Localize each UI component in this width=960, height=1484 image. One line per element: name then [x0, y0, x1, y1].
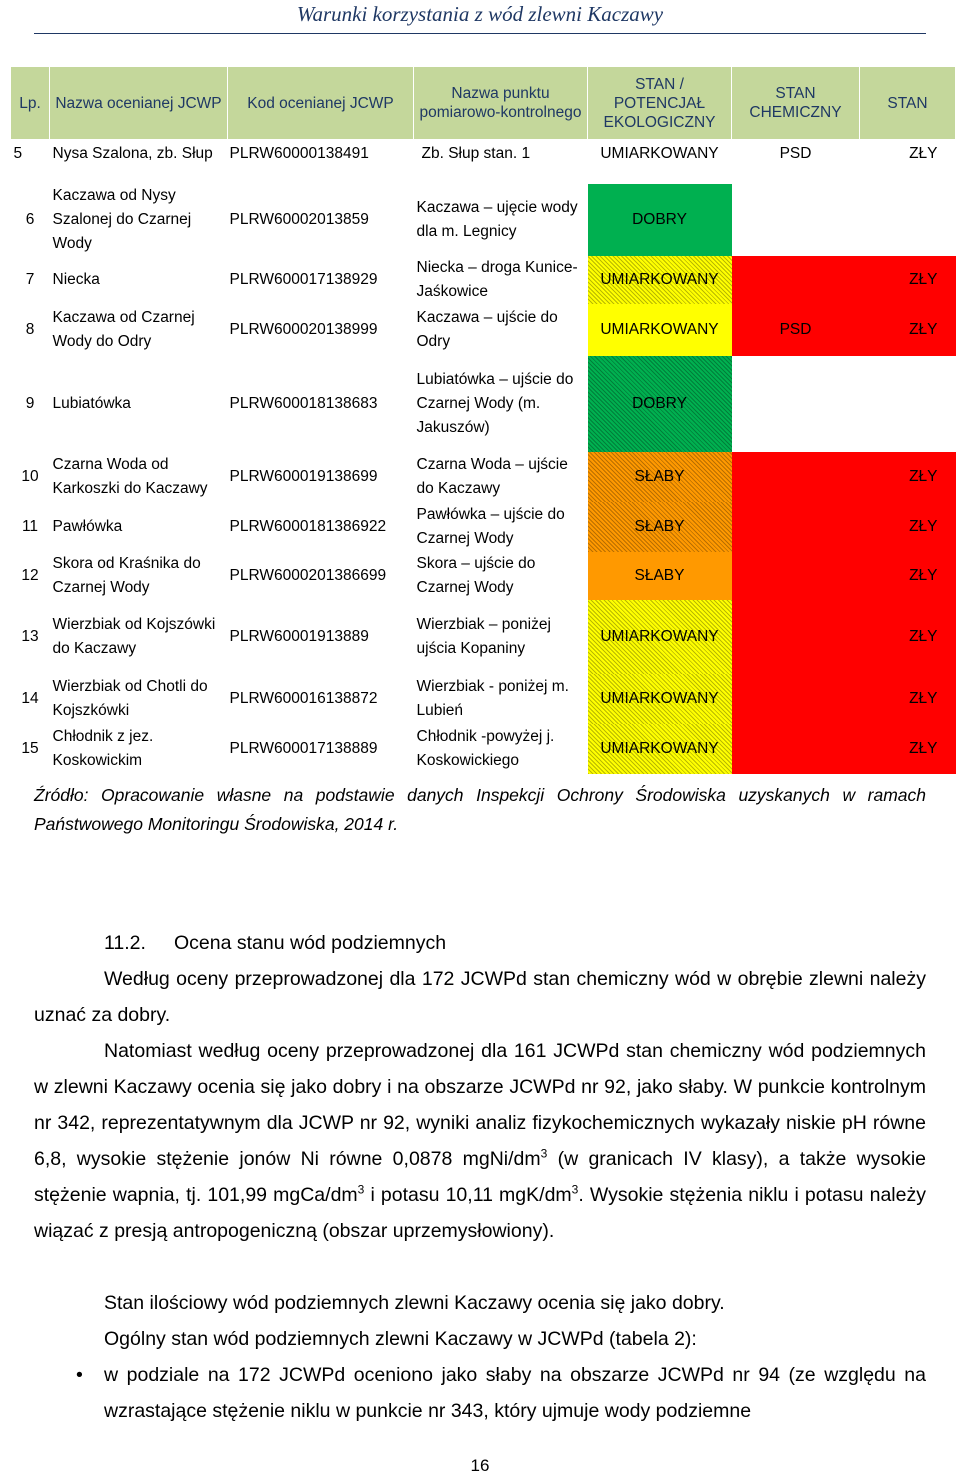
row-name: Chłodnik z jez. Koskowickim [52, 728, 154, 769]
row-name: Kaczawa od Czarnej Wody do Odry [52, 309, 195, 350]
row-lp: 12 [21, 567, 39, 584]
row-eco-status: UMIARKOWANY [588, 674, 732, 724]
row-overall-status: ZŁY [860, 674, 956, 724]
row-chem-status: PSD [732, 140, 860, 169]
row-code: PLRW600019138699 [229, 468, 378, 485]
row-point: Niecka – droga Kunice-Jaśkowice [416, 259, 578, 300]
header-rule [34, 33, 926, 34]
row-eco-status: UMIARKOWANY [588, 600, 732, 674]
paragraph-2-part-d: . Wysokie stężenia niklu i potasu należy wiązać z presją antropogeniczną (obszar uprzemysłowiony). [34, 1184, 926, 1242]
row-eco-status: SŁABY [588, 452, 732, 502]
paragraph-1: Według oceny przeprowadzonej dla 172 JCWPd stan chemiczny wód w obrębie zlewni należy uznać za dobry. [34, 968, 926, 1026]
page-number: 16 [470, 1456, 490, 1475]
row-code: PLRW60000138491 [228, 140, 414, 169]
row-point: Chłodnik -powyżej j. Koskowickiego [416, 728, 555, 769]
row-name: Kaczawa od Nysy Szalonej do Czarnej Wody [52, 187, 192, 252]
row-code: PLRW600018138683 [229, 395, 378, 412]
row-name: Skora od Kraśnika do Czarnej Wody [52, 555, 201, 596]
row-name: Nysa Szalona, zb. Słup [50, 140, 228, 169]
table-row [11, 502, 956, 552]
row-chem-status [732, 356, 860, 452]
table-row [11, 724, 956, 774]
row-lp: 8 [25, 321, 35, 338]
table-row [11, 140, 956, 169]
row-overall-status: ZŁY [860, 724, 956, 774]
row-point: Zb. Słup stan. 1 [414, 140, 588, 169]
table-row [11, 184, 956, 256]
row-overall-status: ZŁY [860, 452, 956, 502]
row-code: PLRW600016138872 [229, 690, 378, 707]
paragraph-2-part-b: (w granicach IV klasy), a także wysokie stężenie wapnia, tj. 101,99 mgCa/dm [34, 1148, 926, 1206]
table-source-note: Źródło: Opracowanie własne na podstawie danych Inspekcji Ochrony Środowiska uzyskanych w ramach Państwowego Monitoringu Środowiska, 2014 r. [34, 785, 926, 834]
row-point: Kaczawa – ujście do Odry [416, 309, 558, 350]
paragraph-2 [34, 1033, 926, 1249]
header-eco: STAN / POTENCJAŁ EKOLOGICZNY [588, 67, 732, 140]
row-eco-status: UMIARKOWANY [588, 304, 732, 356]
section-heading [104, 925, 446, 961]
section-number: 11.2. [104, 932, 146, 954]
row-name: Pawłówka [52, 518, 123, 535]
row-overall-status: ZŁY [860, 552, 956, 600]
row-eco-status: SŁABY [588, 502, 732, 552]
row-name: Wierzbiak od Chotli do Kojszkówki [52, 678, 208, 719]
row-eco-status: DOBRY [588, 356, 732, 452]
table-header-row [11, 67, 956, 140]
paragraph-2-part-a: Natomiast według oceny przeprowadzonej dla 161 JCWPd stan chemiczny wód podziemnych w zlewni Kaczawy ocenia się jako dobry i na obszarze JCWPd nr 92, jako słaby. W punkcie kontrolnym nr 342, reprezentatywnym dla JCWP nr 92, wyniki analiz fizykochemicznych wykazały niskie pH równe 6,8, wysokie stężenie jonów Ni równe 0,0878 mgNi/dm [34, 1040, 926, 1170]
row-lp: 9 [25, 395, 35, 412]
row-point: Skora – ujście do Czarnej Wody [416, 555, 536, 596]
row-chem-status [732, 552, 860, 600]
section-title: Ocena stanu wód podziemnych [174, 932, 447, 954]
row-eco-status: SŁABY [588, 552, 732, 600]
row-lp: 13 [21, 628, 39, 645]
row-lp: 7 [25, 271, 35, 288]
row-eco-status: DOBRY [588, 184, 732, 256]
row-overall-status: ZŁY [860, 600, 956, 674]
header-chem: STAN CHEMICZNY [732, 67, 860, 140]
row-code: PLRW60002013859 [229, 211, 369, 228]
table-row [11, 452, 956, 502]
table-row [11, 674, 956, 724]
row-lp: 14 [21, 690, 39, 707]
table-row [11, 356, 956, 452]
water-status-table [10, 66, 956, 774]
table-row [11, 304, 956, 356]
row-chem-status [732, 184, 860, 256]
bullet-item: w podziale na 172 JCWPd oceniono jako słaby na obszarze JCWPd nr 94 (ze względu na wzrastające stężenie niklu w punkcie nr 343, który ujmuje wody podziemne [104, 1364, 926, 1422]
paragraph-4: Ogólny stan wód podziemnych zlewni Kaczawy w JCWPd (tabela 2): [104, 1328, 697, 1350]
row-point: Pawłówka – ujście do Czarnej Wody [416, 506, 565, 547]
row-code: PLRW600020138999 [229, 321, 378, 338]
superscript: 3 [357, 1182, 365, 1197]
header-point: Nazwa punktu pomiarowo-kontrolnego [414, 67, 588, 140]
row-name: Lubiatówka [52, 395, 131, 412]
paragraph-3: Stan ilościowy wód podziemnych zlewni Kaczawy ocenia się jako dobry. [104, 1292, 725, 1314]
row-code: PLRW60001913889 [229, 628, 369, 645]
row-point: Wierzbiak - poniżej m. Lubień [416, 678, 569, 719]
table-row [11, 600, 956, 674]
row-name: Wierzbiak od Kojszówki do Kaczawy [52, 616, 216, 657]
row-chem-status [732, 600, 860, 674]
row-chem-status [732, 256, 860, 304]
superscript: 3 [540, 1146, 548, 1161]
row-lp: 6 [25, 211, 35, 228]
header-overall: STAN [860, 67, 956, 140]
row-chem-status [732, 724, 860, 774]
row-overall-status: ZŁY [860, 304, 956, 356]
row-point: Czarna Woda – ujście do Kaczawy [416, 456, 568, 497]
table-row [11, 256, 956, 304]
row-overall-status: ZŁY [860, 256, 956, 304]
bullet-icon: • [76, 1364, 83, 1386]
row-name: Niecka [52, 271, 100, 288]
row-point: Wierzbiak – poniżej ujścia Kopaniny [416, 616, 551, 657]
table-row [11, 552, 956, 600]
paragraph-2-part-c: i potasu 10,11 mgK/dm [364, 1184, 572, 1206]
row-chem-status: PSD [732, 304, 860, 356]
row-chem-status [732, 452, 860, 502]
row-overall-status: ZŁY [860, 140, 956, 169]
row-lp: 15 [21, 740, 39, 757]
row-overall-status: ZŁY [860, 502, 956, 552]
row-chem-status [732, 674, 860, 724]
row-gap [11, 168, 956, 184]
row-chem-status [732, 502, 860, 552]
header-lp: Lp. [11, 67, 50, 140]
row-eco-status: UMIARKOWANY [588, 256, 732, 304]
row-code: PLRW600017138889 [229, 740, 378, 757]
superscript: 3 [571, 1182, 579, 1197]
running-header: Warunki korzystania z wód zlewni Kaczawy [296, 2, 664, 26]
row-overall-status [860, 356, 956, 452]
row-overall-status [860, 184, 956, 256]
row-code: PLRW600017138929 [229, 271, 378, 288]
header-code: Kod ocenianej JCWP [228, 67, 414, 140]
row-code: PLRW6000201386699 [229, 567, 387, 584]
row-lp: 5 [11, 140, 50, 169]
row-lp: 11 [21, 518, 39, 535]
row-eco-status: UMIARKOWANY [588, 140, 732, 169]
header-name: Nazwa ocenianej JCWP [50, 67, 228, 140]
row-name: Czarna Woda od Karkoszki do Kaczawy [52, 456, 208, 497]
row-point: Kaczawa – ujęcie wody dla m. Legnicy [416, 199, 578, 240]
row-lp: 10 [21, 468, 39, 485]
row-point: Lubiatówka – ujście do Czarnej Wody (m. Jakuszów) [416, 371, 574, 436]
row-eco-status: UMIARKOWANY [588, 724, 732, 774]
row-code: PLRW6000181386922 [229, 518, 387, 535]
